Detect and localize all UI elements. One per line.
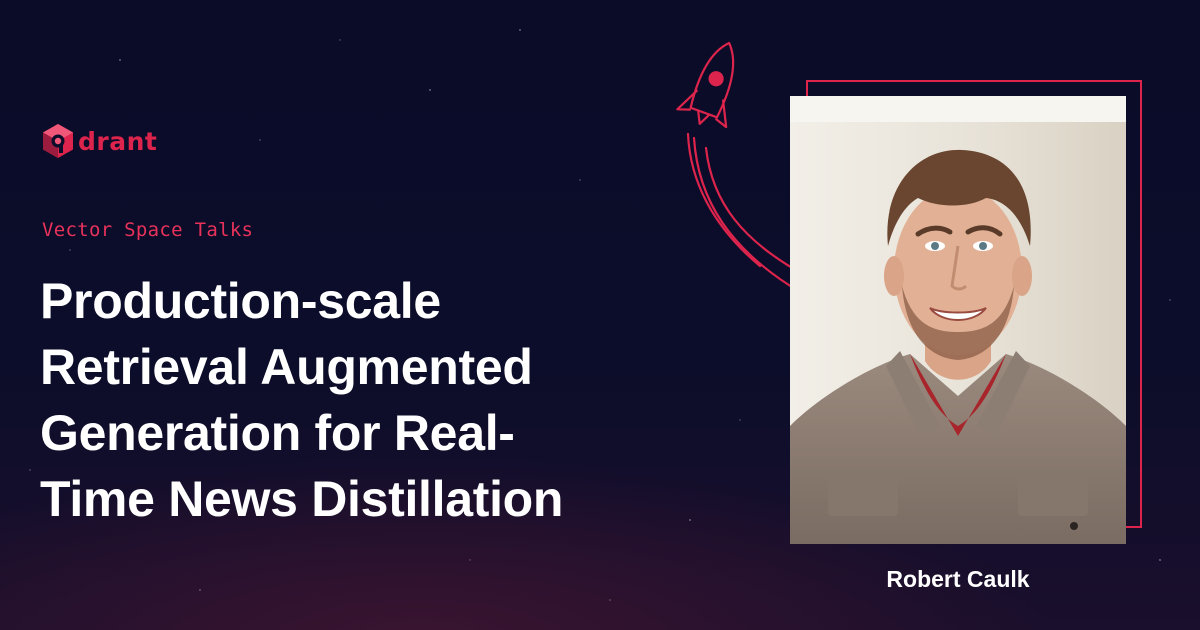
qdrant-logo-icon: [40, 122, 76, 160]
speaker-photo: [790, 96, 1126, 544]
title-line-3: Generation for Real-: [40, 405, 515, 461]
series-label: Vector Space Talks: [42, 219, 254, 241]
title-line-2: Retrieval Augmented: [40, 339, 533, 395]
title-line-4: Time News Distillation: [40, 471, 564, 527]
title-line-1: Production-scale: [40, 273, 441, 329]
logo-wordmark: drant: [78, 126, 158, 156]
qdrant-logo: [40, 122, 157, 160]
talk-title: [40, 268, 680, 532]
speaker-name: Robert Caulk: [886, 566, 1030, 592]
